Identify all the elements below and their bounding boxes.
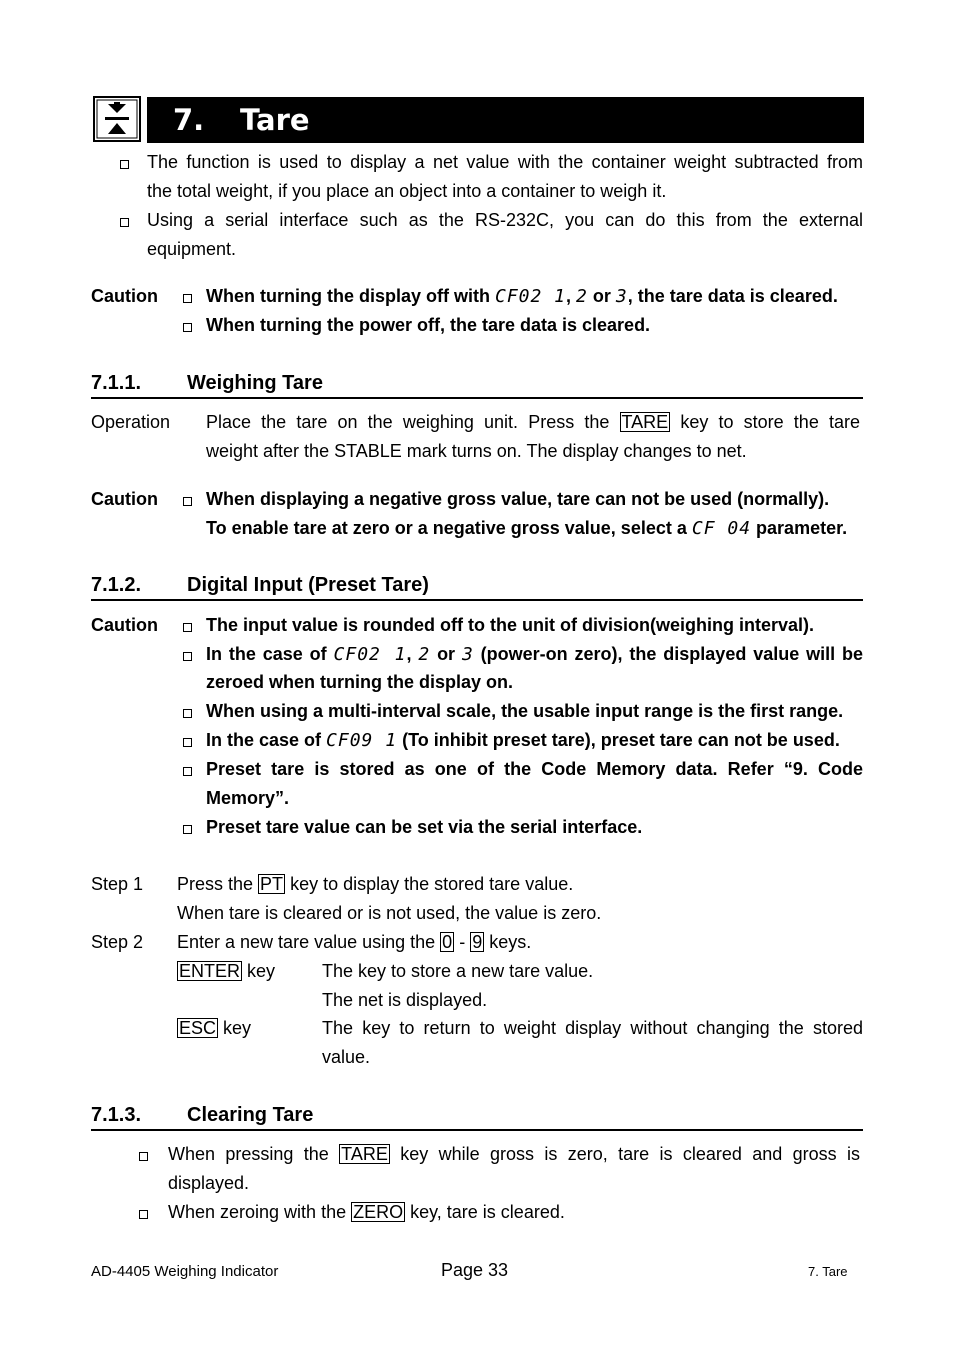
caution-item: When displaying a negative gross value, tare can not be used (normally).: [206, 489, 830, 509]
caution-item: Preset tare value can be set via the serial interface.: [206, 817, 643, 837]
zero-key: ZERO: [353, 1202, 404, 1222]
bullet-icon: [183, 497, 192, 506]
bullet-icon: [139, 1210, 148, 1219]
intro-text: The function is used to display a net value with the container weight subtracted from: [147, 152, 863, 172]
page-number: Page 33: [441, 1260, 509, 1280]
caution-item: In the case of CF02 1, 2 or 3 (power-on zero), the displayed value will be: [206, 644, 863, 665]
step-text: Press the PT key to display the stored tare value.: [177, 874, 574, 894]
intro-text: equipment.: [147, 239, 237, 259]
step-label: Step 1: [91, 874, 144, 894]
bullet-icon: [183, 323, 192, 332]
pt-key: PT: [260, 874, 284, 894]
esc-key: ESC: [179, 1018, 217, 1038]
digit-0-key: 0: [442, 932, 453, 952]
caution-label: Caution: [91, 615, 158, 635]
segment-display-code: CF 04: [691, 518, 752, 539]
operation-text: weight after the STABLE mark turns on. The display changes to net.: [206, 441, 747, 461]
section-rule: [91, 1129, 863, 1131]
caution-item: When turning the display off with CF02 1, 2 or 3, the tare data is cleared.: [206, 286, 838, 307]
step-label: Step 2: [91, 932, 144, 952]
caution-item: When turning the power off, the tare data is cleared.: [206, 315, 651, 335]
key-description-label: ENTER key: [179, 961, 276, 981]
caution-item: When using a multi-interval scale, the usable input range is the first range.: [206, 701, 844, 721]
section-heading: 7.1.1. Weighing Tare: [91, 372, 323, 394]
digit-9-key: 9: [472, 932, 483, 952]
chapter-banner: [147, 97, 864, 143]
caution-item: zeroed when turning the display on.: [206, 672, 514, 692]
caution-item: To enable tare at zero or a negative gross value, select a CF 04 parameter.: [206, 518, 848, 539]
intro-text: Using a serial interface such as the RS-232C, you can do this from the external: [147, 210, 863, 230]
chapter-number: 7.: [173, 103, 205, 137]
step-text: When tare is cleared or is not used, the value is zero.: [177, 903, 602, 923]
bullet-icon: [139, 1152, 148, 1161]
segment-display-code: 3: [615, 286, 628, 307]
caution-label: Caution: [91, 489, 158, 509]
bullet-icon: [183, 738, 192, 747]
body-text: When pressing the TARE key while gross is zero, tare is cleared and gross is: [168, 1144, 860, 1164]
step-text: Enter a new tare value using the 0 - 9 keys.: [177, 932, 532, 952]
caution-item: Memory”.: [206, 788, 290, 808]
bullet-icon: [120, 160, 129, 169]
bullet-icon: [183, 767, 192, 776]
caution-item: The input value is rounded off to the unit of division(weighing interval).: [206, 615, 814, 635]
segment-display-code: CF09 1: [326, 730, 398, 751]
section-heading: 7.1.3. Clearing Tare: [91, 1104, 314, 1126]
section-heading: 7.1.2. Digital Input (Preset Tare): [91, 574, 429, 596]
bullet-icon: [120, 218, 129, 227]
bullet-icon: [183, 623, 192, 632]
body-text: When zeroing with the ZERO key, tare is cleared.: [168, 1202, 565, 1222]
footer-right: 7. Tare: [808, 1264, 848, 1279]
tare-key: TARE: [621, 412, 669, 432]
operation-label: Operation: [91, 412, 171, 432]
segment-display-code: 2: [576, 286, 588, 307]
footer-left: AD-4405 Weighing Indicator: [91, 1263, 279, 1280]
enter-key: ENTER: [179, 961, 241, 981]
caution-item: In the case of CF09 1 (To inhibit preset tare), preset tare can not be used.: [206, 730, 840, 751]
key-description: The key to store a new tare value.: [322, 961, 594, 981]
caution-item: Preset tare is stored as one of the Code Memory data. Refer “9. Code: [206, 759, 863, 779]
segment-display-code: CF02 1: [494, 286, 567, 307]
chapter-title: Tare: [240, 103, 310, 137]
segment-display-code: 3: [461, 644, 474, 665]
segment-display-code: CF02 1: [333, 644, 407, 665]
key-description-label: ESC key: [179, 1018, 252, 1038]
segment-display-code: 2: [418, 644, 431, 665]
bullet-icon: [183, 709, 192, 718]
tare-scale-icon: [93, 96, 141, 142]
bullet-icon: [183, 825, 192, 834]
key-description: The key to return to weight display without changing the stored: [322, 1018, 863, 1038]
section-rule: [91, 397, 863, 399]
section-rule: [91, 599, 863, 601]
operation-text: Place the tare on the weighing unit. Press the TARE key to store the tare: [206, 412, 860, 432]
body-text: displayed.: [168, 1173, 250, 1193]
bullet-icon: [183, 652, 192, 661]
caution-label: Caution: [91, 286, 158, 306]
tare-key: TARE: [341, 1144, 388, 1164]
bullet-icon: [183, 294, 192, 303]
key-description: value.: [322, 1047, 371, 1067]
key-description: The net is displayed.: [322, 990, 488, 1010]
intro-text: the total weight, if you place an object into a container to weigh it.: [147, 181, 667, 201]
